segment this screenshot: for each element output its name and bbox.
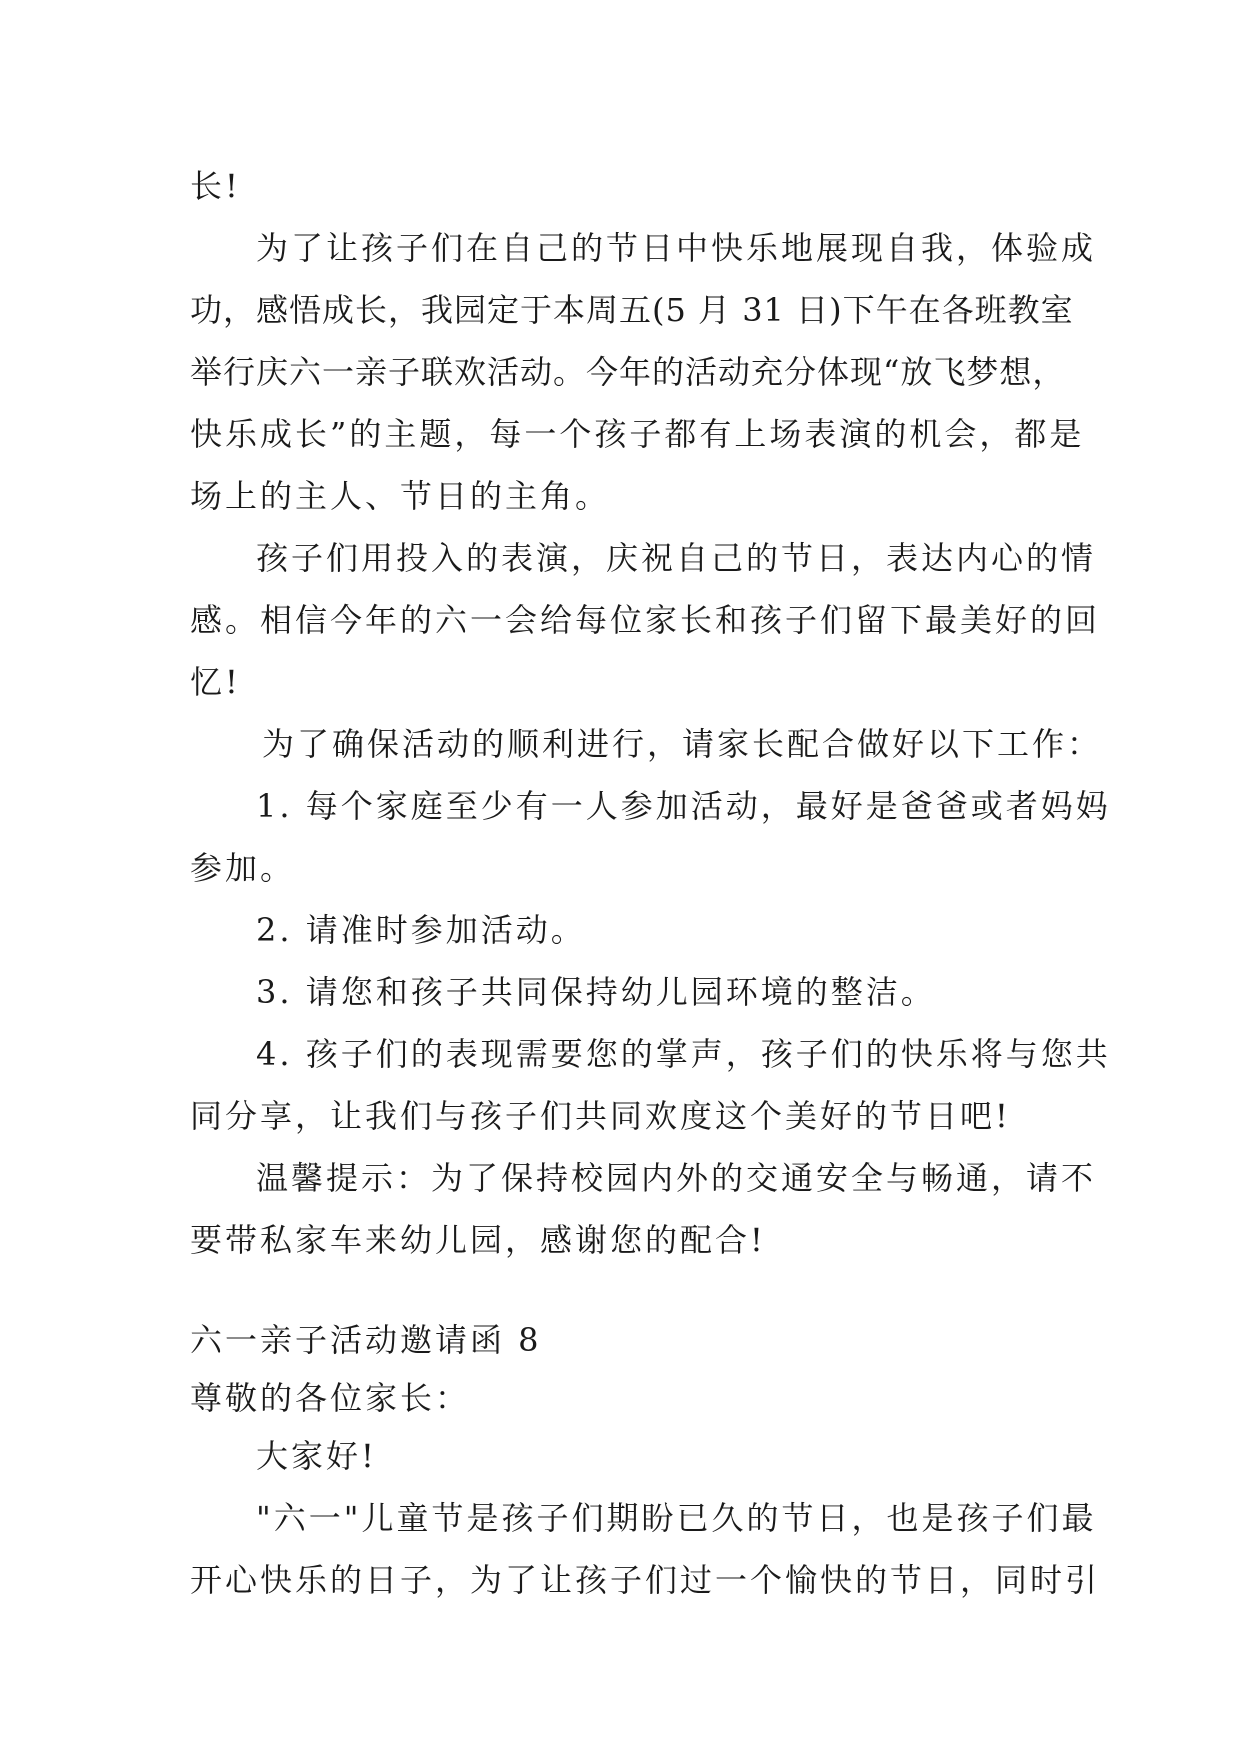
text-line: 长! bbox=[190, 167, 241, 205]
paragraph-line: 开心快乐的日子，为了让孩子们过一个愉快的节日，同时引 bbox=[190, 1561, 1101, 1599]
paragraph-line: 孩子们用投入的表演，庆祝自己的节日，表达内心的情 bbox=[256, 539, 1097, 577]
paragraph-line: 感。相信今年的六一会给每位家长和孩子们留下最美好的回 bbox=[190, 601, 1101, 639]
list-item-continued: 同分享，让我们与孩子们共同欢度这个美好的节日吧! bbox=[190, 1097, 1011, 1135]
list-item: 3. 请您和孩子共同保持幼儿园环境的整洁。 bbox=[256, 973, 936, 1011]
paragraph-line: 快乐成长”的主题，每一个孩子都有上场表演的机会，都是 bbox=[190, 415, 1085, 453]
paragraph-line: 场上的主人、节日的主角。 bbox=[190, 477, 611, 515]
greeting: 大家好! bbox=[256, 1437, 377, 1475]
salutation: 尊敬的各位家长： bbox=[190, 1379, 471, 1417]
paragraph-line: 温馨提示：为了保持校园内外的交通安全与畅通，请不 bbox=[256, 1159, 1097, 1197]
section-heading: 六一亲子活动邀请函 8 bbox=[190, 1321, 542, 1359]
paragraph-line: 为了让孩子们在自己的节日中快乐地展现自我，体验成 bbox=[256, 229, 1097, 267]
paragraph-line: 忆! bbox=[190, 663, 241, 701]
list-item: 4. 孩子们的表现需要您的掌声，孩子们的快乐将与您共 bbox=[256, 1035, 1111, 1073]
paragraph-line: 功，感悟成长，我园定于本周五(5 月 31 日)下午在各班教室 bbox=[190, 291, 1074, 329]
list-item: 2. 请准时参加活动。 bbox=[256, 911, 586, 949]
paragraph-line: 要带私家车来幼儿园，感谢您的配合! bbox=[190, 1221, 766, 1259]
list-item-continued: 参加。 bbox=[190, 849, 296, 887]
paragraph-line: 为了确保活动的顺利进行，请家长配合做好以下工作： bbox=[262, 725, 1103, 763]
paragraph-line: 举行庆六一亲子联欢活动。今年的活动充分体现“放飞梦想， bbox=[190, 353, 1066, 391]
list-item: 1. 每个家庭至少有一人参加活动，最好是爸爸或者妈妈 bbox=[256, 787, 1111, 825]
paragraph-line: "六一"儿童节是孩子们期盼已久的节日，也是孩子们最 bbox=[256, 1499, 1097, 1537]
